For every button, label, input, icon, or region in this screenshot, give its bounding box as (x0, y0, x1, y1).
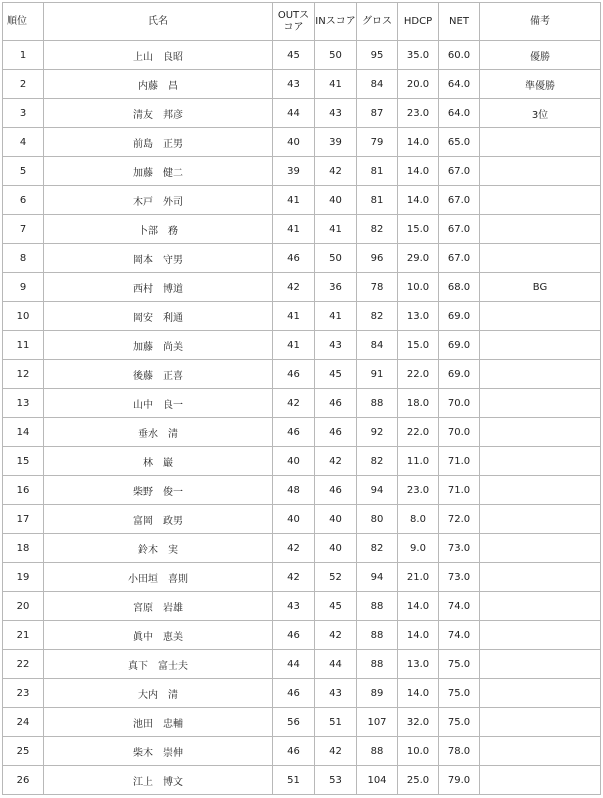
cell-in: 36 (315, 273, 357, 302)
cell-note (480, 389, 601, 418)
cell-hdcp: 25.0 (398, 766, 439, 795)
cell-note (480, 592, 601, 621)
cell-hdcp: 14.0 (398, 679, 439, 708)
cell-rank: 6 (3, 186, 44, 215)
cell-name: 清友 邦彦 (44, 99, 273, 128)
cell-hdcp: 10.0 (398, 273, 439, 302)
cell-note (480, 244, 601, 273)
table-row (3, 418, 601, 447)
cell-gross: 95 (357, 41, 398, 70)
cell-gross: 80 (357, 505, 398, 534)
table-body (3, 41, 601, 795)
cell-net: 65.0 (439, 128, 480, 157)
table-row (3, 621, 601, 650)
cell-out: 41 (273, 215, 315, 244)
cell-rank: 20 (3, 592, 44, 621)
cell-rank: 26 (3, 766, 44, 795)
cell-note (480, 766, 601, 795)
cell-name: 宮原 岩雄 (44, 592, 273, 621)
table-row (3, 592, 601, 621)
cell-in: 42 (315, 447, 357, 476)
cell-gross: 96 (357, 244, 398, 273)
cell-gross: 94 (357, 563, 398, 592)
header-out: OUTスコア (273, 3, 315, 41)
cell-note (480, 447, 601, 476)
cell-hdcp: 8.0 (398, 505, 439, 534)
cell-in: 46 (315, 418, 357, 447)
cell-gross: 82 (357, 215, 398, 244)
cell-in: 40 (315, 534, 357, 563)
cell-note: 3位 (480, 99, 601, 128)
cell-out: 42 (273, 273, 315, 302)
header-name: 氏名 (44, 3, 273, 41)
cell-gross: 82 (357, 534, 398, 563)
cell-net: 74.0 (439, 592, 480, 621)
table-row (3, 650, 601, 679)
cell-note (480, 186, 601, 215)
header-in: INスコア (315, 3, 357, 41)
cell-name: 後藤 正喜 (44, 360, 273, 389)
cell-net: 78.0 (439, 737, 480, 766)
cell-note (480, 534, 601, 563)
cell-rank: 15 (3, 447, 44, 476)
header-note: 備考 (480, 3, 601, 41)
cell-net: 71.0 (439, 476, 480, 505)
cell-rank: 24 (3, 708, 44, 737)
results-table (2, 2, 601, 795)
cell-in: 53 (315, 766, 357, 795)
cell-out: 43 (273, 70, 315, 99)
cell-net: 75.0 (439, 679, 480, 708)
cell-hdcp: 14.0 (398, 186, 439, 215)
cell-name: 柴木 崇伸 (44, 737, 273, 766)
cell-note (480, 360, 601, 389)
table-row (3, 99, 601, 128)
cell-net: 74.0 (439, 621, 480, 650)
cell-in: 45 (315, 592, 357, 621)
cell-out: 41 (273, 302, 315, 331)
header-gross: グロス (357, 3, 398, 41)
cell-in: 40 (315, 505, 357, 534)
table-row (3, 302, 601, 331)
cell-out: 46 (273, 360, 315, 389)
cell-out: 45 (273, 41, 315, 70)
cell-gross: 92 (357, 418, 398, 447)
cell-out: 48 (273, 476, 315, 505)
cell-in: 42 (315, 737, 357, 766)
cell-rank: 9 (3, 273, 44, 302)
cell-net: 70.0 (439, 389, 480, 418)
cell-rank: 4 (3, 128, 44, 157)
cell-in: 41 (315, 215, 357, 244)
cell-net: 73.0 (439, 534, 480, 563)
cell-net: 64.0 (439, 70, 480, 99)
cell-gross: 81 (357, 157, 398, 186)
cell-in: 51 (315, 708, 357, 737)
table-row (3, 534, 601, 563)
cell-note (480, 737, 601, 766)
cell-hdcp: 14.0 (398, 621, 439, 650)
cell-in: 52 (315, 563, 357, 592)
table-row (3, 215, 601, 244)
cell-note (480, 679, 601, 708)
cell-name: 卜部 務 (44, 215, 273, 244)
cell-out: 43 (273, 592, 315, 621)
cell-name: 山中 良一 (44, 389, 273, 418)
cell-in: 46 (315, 476, 357, 505)
cell-name: 真下 富士夫 (44, 650, 273, 679)
cell-in: 50 (315, 244, 357, 273)
cell-note: BG (480, 273, 601, 302)
cell-name: 岡安 利通 (44, 302, 273, 331)
cell-in: 43 (315, 99, 357, 128)
cell-note: 準優勝 (480, 70, 601, 99)
table-row (3, 447, 601, 476)
cell-rank: 14 (3, 418, 44, 447)
cell-note (480, 331, 601, 360)
cell-gross: 88 (357, 650, 398, 679)
cell-gross: 91 (357, 360, 398, 389)
header-hdcp: HDCP (398, 3, 439, 41)
cell-net: 75.0 (439, 650, 480, 679)
cell-name: 柴野 俊一 (44, 476, 273, 505)
cell-rank: 10 (3, 302, 44, 331)
table-row (3, 157, 601, 186)
cell-out: 39 (273, 157, 315, 186)
table-row (3, 186, 601, 215)
cell-rank: 19 (3, 563, 44, 592)
cell-name: 眞中 恵美 (44, 621, 273, 650)
cell-net: 67.0 (439, 244, 480, 273)
cell-net: 79.0 (439, 766, 480, 795)
cell-hdcp: 23.0 (398, 99, 439, 128)
cell-net: 71.0 (439, 447, 480, 476)
cell-gross: 88 (357, 621, 398, 650)
cell-gross: 78 (357, 273, 398, 302)
cell-out: 44 (273, 650, 315, 679)
cell-gross: 84 (357, 331, 398, 360)
cell-rank: 1 (3, 41, 44, 70)
cell-name: 前島 正男 (44, 128, 273, 157)
table-row (3, 505, 601, 534)
cell-hdcp: 22.0 (398, 418, 439, 447)
cell-in: 42 (315, 621, 357, 650)
cell-net: 64.0 (439, 99, 480, 128)
cell-hdcp: 14.0 (398, 128, 439, 157)
table-row (3, 244, 601, 273)
cell-out: 40 (273, 447, 315, 476)
cell-hdcp: 23.0 (398, 476, 439, 505)
cell-hdcp: 21.0 (398, 563, 439, 592)
cell-name: 木戸 外司 (44, 186, 273, 215)
cell-rank: 25 (3, 737, 44, 766)
cell-hdcp: 10.0 (398, 737, 439, 766)
table-row (3, 476, 601, 505)
table-row (3, 563, 601, 592)
cell-note (480, 157, 601, 186)
cell-gross: 87 (357, 99, 398, 128)
cell-out: 42 (273, 389, 315, 418)
cell-hdcp: 13.0 (398, 302, 439, 331)
cell-net: 75.0 (439, 708, 480, 737)
cell-rank: 21 (3, 621, 44, 650)
cell-net: 69.0 (439, 331, 480, 360)
cell-note (480, 505, 601, 534)
cell-name: 林 巌 (44, 447, 273, 476)
cell-hdcp: 14.0 (398, 592, 439, 621)
cell-in: 50 (315, 41, 357, 70)
cell-note (480, 708, 601, 737)
cell-hdcp: 14.0 (398, 157, 439, 186)
cell-name: 西村 博道 (44, 273, 273, 302)
cell-gross: 79 (357, 128, 398, 157)
cell-rank: 17 (3, 505, 44, 534)
cell-out: 40 (273, 505, 315, 534)
cell-name: 池田 忠輔 (44, 708, 273, 737)
cell-hdcp: 15.0 (398, 215, 439, 244)
cell-note (480, 128, 601, 157)
cell-in: 46 (315, 389, 357, 418)
cell-in: 45 (315, 360, 357, 389)
cell-name: 加藤 健二 (44, 157, 273, 186)
table-row (3, 360, 601, 389)
cell-note (480, 621, 601, 650)
cell-rank: 23 (3, 679, 44, 708)
cell-gross: 88 (357, 737, 398, 766)
cell-out: 41 (273, 331, 315, 360)
cell-net: 67.0 (439, 215, 480, 244)
cell-hdcp: 13.0 (398, 650, 439, 679)
cell-gross: 84 (357, 70, 398, 99)
cell-out: 46 (273, 621, 315, 650)
cell-rank: 5 (3, 157, 44, 186)
cell-rank: 7 (3, 215, 44, 244)
table-row (3, 389, 601, 418)
cell-name: 加藤 尚美 (44, 331, 273, 360)
cell-rank: 2 (3, 70, 44, 99)
table-row (3, 41, 601, 70)
cell-gross: 94 (357, 476, 398, 505)
cell-gross: 88 (357, 592, 398, 621)
cell-gross: 88 (357, 389, 398, 418)
cell-rank: 3 (3, 99, 44, 128)
cell-name: 大内 清 (44, 679, 273, 708)
cell-rank: 16 (3, 476, 44, 505)
cell-out: 46 (273, 679, 315, 708)
cell-note (480, 418, 601, 447)
cell-gross: 89 (357, 679, 398, 708)
cell-net: 73.0 (439, 563, 480, 592)
cell-net: 67.0 (439, 157, 480, 186)
cell-net: 69.0 (439, 360, 480, 389)
cell-in: 39 (315, 128, 357, 157)
cell-gross: 82 (357, 302, 398, 331)
header-rank: 順位 (3, 3, 44, 41)
cell-in: 43 (315, 331, 357, 360)
cell-gross: 82 (357, 447, 398, 476)
table-row (3, 70, 601, 99)
cell-out: 51 (273, 766, 315, 795)
cell-rank: 8 (3, 244, 44, 273)
cell-rank: 12 (3, 360, 44, 389)
cell-hdcp: 22.0 (398, 360, 439, 389)
cell-note (480, 563, 601, 592)
cell-out: 42 (273, 534, 315, 563)
table-row (3, 128, 601, 157)
table-row (3, 737, 601, 766)
cell-rank: 11 (3, 331, 44, 360)
cell-net: 72.0 (439, 505, 480, 534)
cell-hdcp: 32.0 (398, 708, 439, 737)
cell-in: 42 (315, 157, 357, 186)
table-row (3, 708, 601, 737)
cell-in: 41 (315, 70, 357, 99)
cell-net: 67.0 (439, 186, 480, 215)
table-row (3, 331, 601, 360)
cell-out: 46 (273, 418, 315, 447)
cell-out: 42 (273, 563, 315, 592)
cell-in: 41 (315, 302, 357, 331)
cell-out: 44 (273, 99, 315, 128)
cell-out: 46 (273, 244, 315, 273)
cell-out: 41 (273, 186, 315, 215)
cell-net: 69.0 (439, 302, 480, 331)
cell-note (480, 650, 601, 679)
cell-in: 40 (315, 186, 357, 215)
cell-note (480, 215, 601, 244)
table-row (3, 273, 601, 302)
table-row (3, 766, 601, 795)
cell-name: 江上 博文 (44, 766, 273, 795)
cell-rank: 13 (3, 389, 44, 418)
cell-name: 岡本 守男 (44, 244, 273, 273)
cell-note (480, 302, 601, 331)
cell-hdcp: 18.0 (398, 389, 439, 418)
cell-gross: 81 (357, 186, 398, 215)
cell-out: 40 (273, 128, 315, 157)
cell-gross: 107 (357, 708, 398, 737)
cell-hdcp: 15.0 (398, 331, 439, 360)
cell-rank: 18 (3, 534, 44, 563)
cell-name: 内藤 昌 (44, 70, 273, 99)
table-row (3, 679, 601, 708)
cell-name: 小田垣 喜則 (44, 563, 273, 592)
cell-rank: 22 (3, 650, 44, 679)
cell-name: 垂水 清 (44, 418, 273, 447)
cell-out: 56 (273, 708, 315, 737)
cell-note: 優勝 (480, 41, 601, 70)
cell-name: 富岡 政男 (44, 505, 273, 534)
cell-hdcp: 11.0 (398, 447, 439, 476)
cell-note (480, 476, 601, 505)
cell-net: 70.0 (439, 418, 480, 447)
cell-in: 43 (315, 679, 357, 708)
cell-net: 68.0 (439, 273, 480, 302)
cell-name: 上山 良昭 (44, 41, 273, 70)
cell-name: 鈴木 実 (44, 534, 273, 563)
cell-hdcp: 9.0 (398, 534, 439, 563)
cell-out: 46 (273, 737, 315, 766)
cell-gross: 104 (357, 766, 398, 795)
cell-net: 60.0 (439, 41, 480, 70)
header-net: NET (439, 3, 480, 41)
header-row (3, 3, 601, 41)
cell-hdcp: 35.0 (398, 41, 439, 70)
cell-in: 44 (315, 650, 357, 679)
cell-hdcp: 29.0 (398, 244, 439, 273)
cell-hdcp: 20.0 (398, 70, 439, 99)
